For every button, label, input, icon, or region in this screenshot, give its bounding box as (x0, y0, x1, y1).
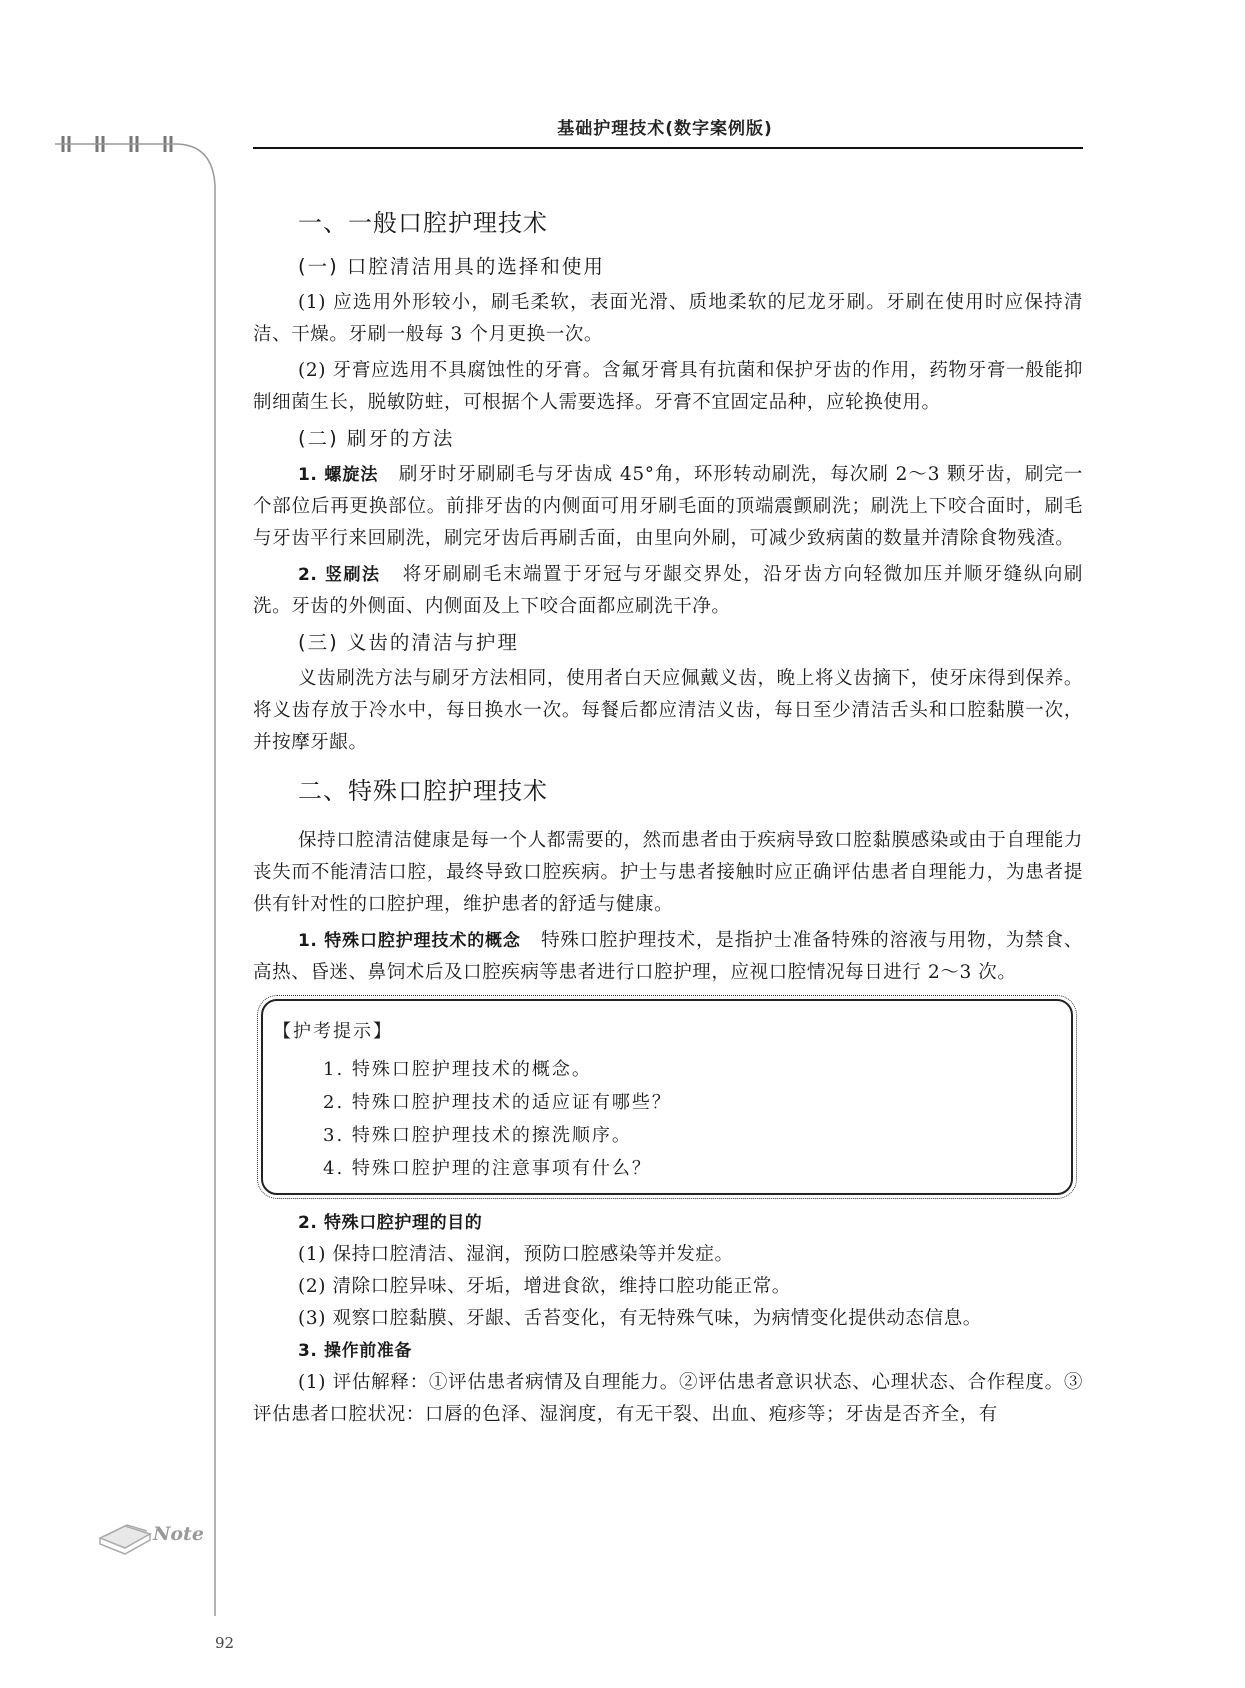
paragraph-lead: 1. 特殊口腔护理技术的概念 (298, 931, 521, 951)
paragraph: 保持口腔清洁健康是每一个人都需要的，然而患者由于疾病导致口腔黏膜感染或由于自理能力丧失而不能清洁口腔，最终导致口腔疾病。护士与患者接触时应正确评估患者自理能力，为患者提供有针对性的口腔护理，维护患者的舒适与健康。 (253, 830, 1083, 915)
paragraph-lead: 2. 特殊口腔护理的目的 (298, 1213, 483, 1233)
paragraph-body: 将牙刷刷毛末端置于牙冠与牙龈交界处，沿牙齿方向轻微加压并顺牙缝纵向刷洗。牙齿的外侧面、内侧面及上下咬合面都应刷洗干净。 (253, 564, 1083, 617)
note-book-icon (95, 1508, 205, 1558)
paragraph (253, 559, 1083, 623)
subsection-heading-3: (三) 义齿的清洁与护理 (298, 631, 519, 654)
header-rule (253, 147, 1083, 149)
paragraph: (2) 牙膏应选用不具腐蚀性的牙膏。含氟牙膏具有抗菌和保护牙齿的作用，药物牙膏一般能抑制细菌生长，脱敏防蛀，可根据个人需要选择。牙膏不宜固定品种，应轮换使用。 (253, 360, 1083, 413)
subsection-heading-1: (一) 口腔清洁用具的选择和使用 (298, 255, 605, 278)
list-item: 2. 特殊口腔护理技术的适应证有哪些？ (323, 1092, 672, 1113)
paragraph: 义齿刷洗方法与刷牙方法相同，使用者白天应佩戴义齿，晚上将义齿摘下，使牙床得到保养。将义齿存放于冷水中，每日换水一次。每餐后都应清洁义齿，每日至少清洁舌头和口腔黏膜一次，并按摩牙龈。 (253, 668, 1083, 753)
page-body (253, 205, 1083, 1431)
paragraph (253, 1207, 1083, 1239)
exam-tip-title: 【护考提示】 (273, 1021, 393, 1042)
margin-decoration (55, 136, 235, 1616)
paragraph-body: 特殊口腔护理技术，是指护士准备特殊的溶液与用物，为禁食、高热、昏迷、鼻饲术后及口腔疾病等患者进行口腔护理，应视口腔情况每日进行 2～3 次。 (253, 930, 1084, 983)
paragraph: (1) 评估解释：①评估患者病情及自理能力。②评估患者意识状态、心理状态、合作程度。③评估患者口腔状况：口唇的色泽、湿润度，有无干裂、出血、疱疹等；牙齿是否齐全，有 (253, 1372, 1083, 1425)
list-item: 4. 特殊口腔护理的注意事项有什么？ (323, 1158, 652, 1179)
paragraph-lead: 1. 螺旋法 (298, 465, 379, 485)
list-item: (2) 清除口腔异味、牙垢，增进食欲，维持口腔功能正常。 (298, 1276, 791, 1297)
running-header: 基础护理技术(数字案例版) (557, 119, 773, 139)
page-number: 92 (215, 1634, 235, 1652)
paragraph-body: 刷牙时牙刷刷毛与牙齿成 45°角，环形转动刷洗，每次刷 2～3 颗牙齿，刷完一个部位后再更换部位。前排牙齿的内侧面可用牙刷毛面的顶端震颤刷洗；刷洗上下咬合面时，刷毛与牙齿平行来回刷洗，刷完牙齿后再刷舌面，由里向外刷，可减少致病菌的数量并清除食物残渣。 (253, 464, 1083, 549)
list-item: (1) 保持口腔清洁、湿润，预防口腔感染等并发症。 (298, 1244, 734, 1265)
paragraph (253, 1335, 1083, 1367)
section-heading-1: 一、一般口腔护理技术 (298, 209, 548, 237)
paragraph (253, 925, 1083, 989)
note-label: Note (153, 1523, 204, 1545)
paragraph: (1) 应选用外形较小，刷毛柔软，表面光滑、质地柔软的尼龙牙刷。牙刷在使用时应保持清洁、干燥。牙刷一般每 3 个月更换一次。 (253, 292, 1083, 345)
exam-tip-list (323, 1053, 672, 1185)
subsection-heading-2: (二) 刷牙的方法 (298, 427, 455, 450)
list-item: 1. 特殊口腔护理技术的概念。 (323, 1059, 592, 1080)
paragraph-lead: 2. 竖刷法 (298, 565, 381, 585)
paragraph-lead: 3. 操作前准备 (298, 1341, 413, 1361)
list-item: 3. 特殊口腔护理技术的擦洗顺序。 (323, 1125, 632, 1146)
list-item: (3) 观察口腔黏膜、牙龈、舌苔变化，有无特殊气味，为病情变化提供动态信息。 (298, 1308, 982, 1329)
paragraph (253, 459, 1083, 555)
exam-tip-box (261, 999, 1073, 1195)
section-heading-2: 二、特殊口腔护理技术 (298, 777, 548, 805)
